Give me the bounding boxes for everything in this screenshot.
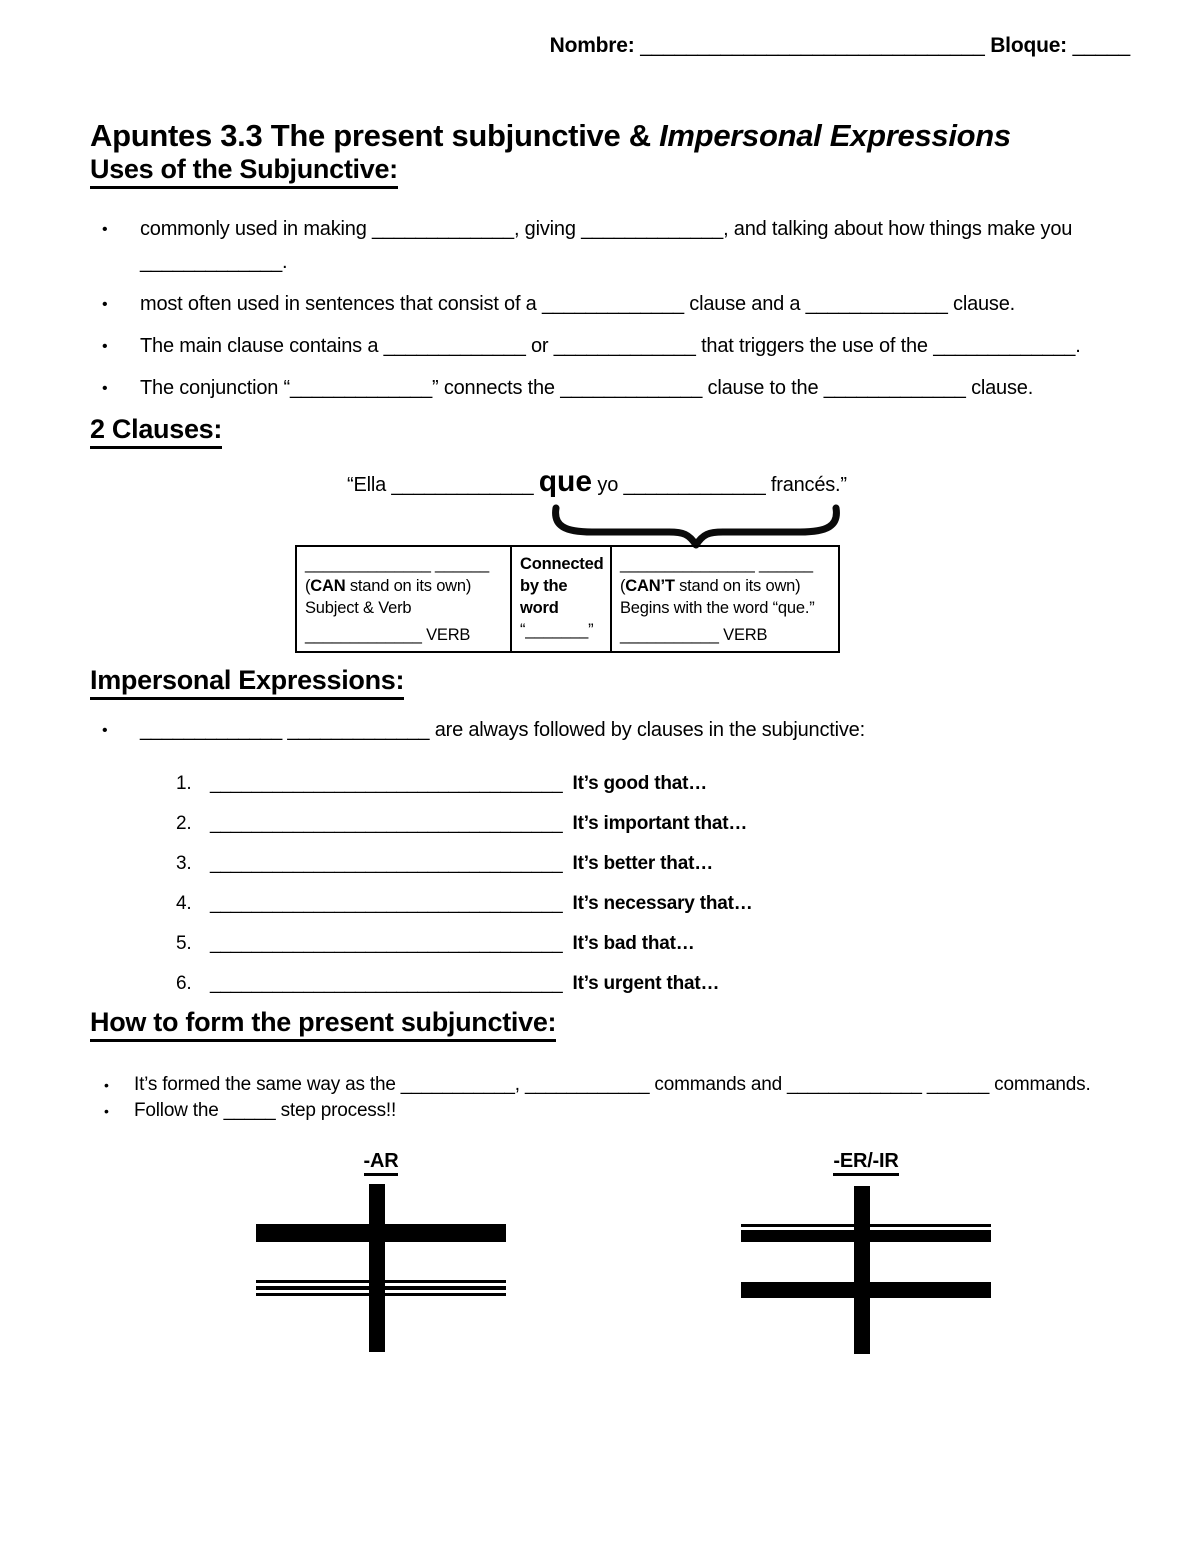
underbrace-icon bbox=[550, 501, 842, 551]
uses-bullet-2: • most often used in sentences that consist of a _____________ clause and a _____________ clause. bbox=[90, 288, 1130, 321]
bloque-label: Bloque: bbox=[984, 34, 1067, 57]
bullet-icon: • bbox=[102, 338, 108, 355]
expression-row-3: 3. __________________________________ It’s better that… bbox=[176, 847, 1130, 880]
clauses-heading: 2 Clauses: bbox=[90, 414, 1130, 449]
uses-bullet-3: • The main clause contains a _____________ or _____________ that triggers the use of the _____________. bbox=[90, 330, 1130, 363]
dependent-clause-cell bbox=[612, 547, 838, 651]
bullet-icon: • bbox=[102, 722, 108, 739]
expression-label: It’s better that… bbox=[572, 853, 714, 874]
bullet-icon: • bbox=[102, 380, 108, 397]
independent-clause-cell bbox=[297, 547, 512, 651]
expression-row-4: 4. __________________________________ It’s necessary that… bbox=[176, 887, 1130, 920]
dependent-verb-blank: ___________ VERB bbox=[620, 626, 768, 644]
expression-row-6: 6. __________________________________ It’s urgent that… bbox=[176, 967, 1130, 1000]
er-ir-label: -ER/-IR bbox=[833, 1150, 898, 1176]
bullet-icon: • bbox=[102, 296, 108, 313]
independent-blank-line: ______________ ______ bbox=[305, 555, 489, 573]
dependent-blank-line: _______________ ______ bbox=[620, 555, 813, 573]
bullet-icon: • bbox=[102, 221, 108, 238]
expression-blank: __________________________________ bbox=[210, 813, 563, 834]
independent-can-line: (CAN stand on its own) bbox=[305, 577, 472, 595]
expression-blank: __________________________________ bbox=[210, 893, 563, 914]
nombre-label: Nombre: bbox=[549, 34, 635, 57]
dependent-cant-line: (CAN’T stand on its own) bbox=[620, 577, 801, 595]
impersonal-heading: Impersonal Expressions: bbox=[90, 665, 1130, 700]
page-title-italic: Impersonal Expressions bbox=[659, 118, 1011, 153]
nombre-blank: ______________________________ bbox=[634, 34, 985, 57]
name-block-header bbox=[90, 34, 1130, 58]
howto-bullet-1: • It’s formed the same way as the ___________, ____________ commands and _____________ ______ commands. bbox=[90, 1072, 1130, 1098]
expression-label: It’s necessary that… bbox=[572, 893, 753, 914]
page-title bbox=[90, 118, 1130, 154]
expression-label: It’s urgent that… bbox=[572, 973, 720, 994]
uses-bullet-1: • commonly used in making _____________, giving _____________, and talking about how things make you _____________. bbox=[90, 213, 1130, 279]
example-sentence: “Ella _____________ que yo _____________ francés.” bbox=[347, 465, 847, 498]
clause-table bbox=[295, 545, 840, 653]
connector-cell bbox=[512, 547, 612, 651]
er-ir-chart bbox=[741, 1150, 991, 1356]
uses-bullet-list bbox=[90, 213, 1130, 405]
expression-blank: __________________________________ bbox=[210, 853, 563, 874]
expression-row-1: 1. __________________________________ It’s good that… bbox=[176, 767, 1130, 800]
ar-chart bbox=[256, 1150, 506, 1356]
bullet-icon: • bbox=[104, 1103, 109, 1119]
que-word: que bbox=[538, 465, 593, 498]
expression-label: It’s good that… bbox=[572, 773, 708, 794]
howto-bullet-2: • Follow the _____ step process!! bbox=[90, 1098, 1130, 1124]
expression-blank: __________________________________ bbox=[210, 773, 563, 794]
er-ir-conjugation-chart-icon bbox=[741, 1184, 991, 1356]
ar-conjugation-chart-icon bbox=[256, 1184, 506, 1356]
bloque-blank: _____ bbox=[1066, 34, 1130, 57]
expression-blank: __________________________________ bbox=[210, 933, 563, 954]
uses-bullet-4: • The conjunction “_____________” connects the _____________ clause to the _____________ clause. bbox=[90, 372, 1130, 405]
expression-label: It’s important that… bbox=[572, 813, 748, 834]
expression-label: It’s bad that… bbox=[572, 933, 695, 954]
expression-row-2: 2. __________________________________ It’s important that… bbox=[176, 807, 1130, 840]
howto-heading: How to form the present subjunctive: bbox=[90, 1007, 1130, 1042]
connector-word-blank: “_______” bbox=[520, 621, 594, 639]
bullet-icon: • bbox=[104, 1077, 109, 1093]
ar-label: -AR bbox=[364, 1150, 399, 1176]
conjugation-charts bbox=[90, 1150, 1130, 1380]
dependent-begins-with: Begins with the word “que.” bbox=[620, 599, 815, 617]
expression-blank: __________________________________ bbox=[210, 973, 563, 994]
expression-row-5: 5. __________________________________ It’s bad that… bbox=[176, 927, 1130, 960]
independent-subject-verb: Subject & Verb bbox=[305, 599, 412, 617]
uses-heading: Uses of the Subjunctive: bbox=[90, 154, 1130, 189]
impersonal-intro bbox=[90, 714, 1130, 747]
connected-by-text: Connected by the word bbox=[520, 555, 604, 617]
howto-bullet-list bbox=[90, 1072, 1130, 1124]
impersonal-bullet: • _____________ _____________ are always followed by clauses in the subjunctive: bbox=[90, 714, 1130, 747]
page-title-main: Apuntes 3.3 The present subjunctive & bbox=[90, 118, 660, 153]
two-clauses-diagram bbox=[90, 465, 1130, 665]
independent-verb-blank: _____________ VERB bbox=[305, 626, 471, 644]
impersonal-expression-list bbox=[90, 767, 1130, 1000]
